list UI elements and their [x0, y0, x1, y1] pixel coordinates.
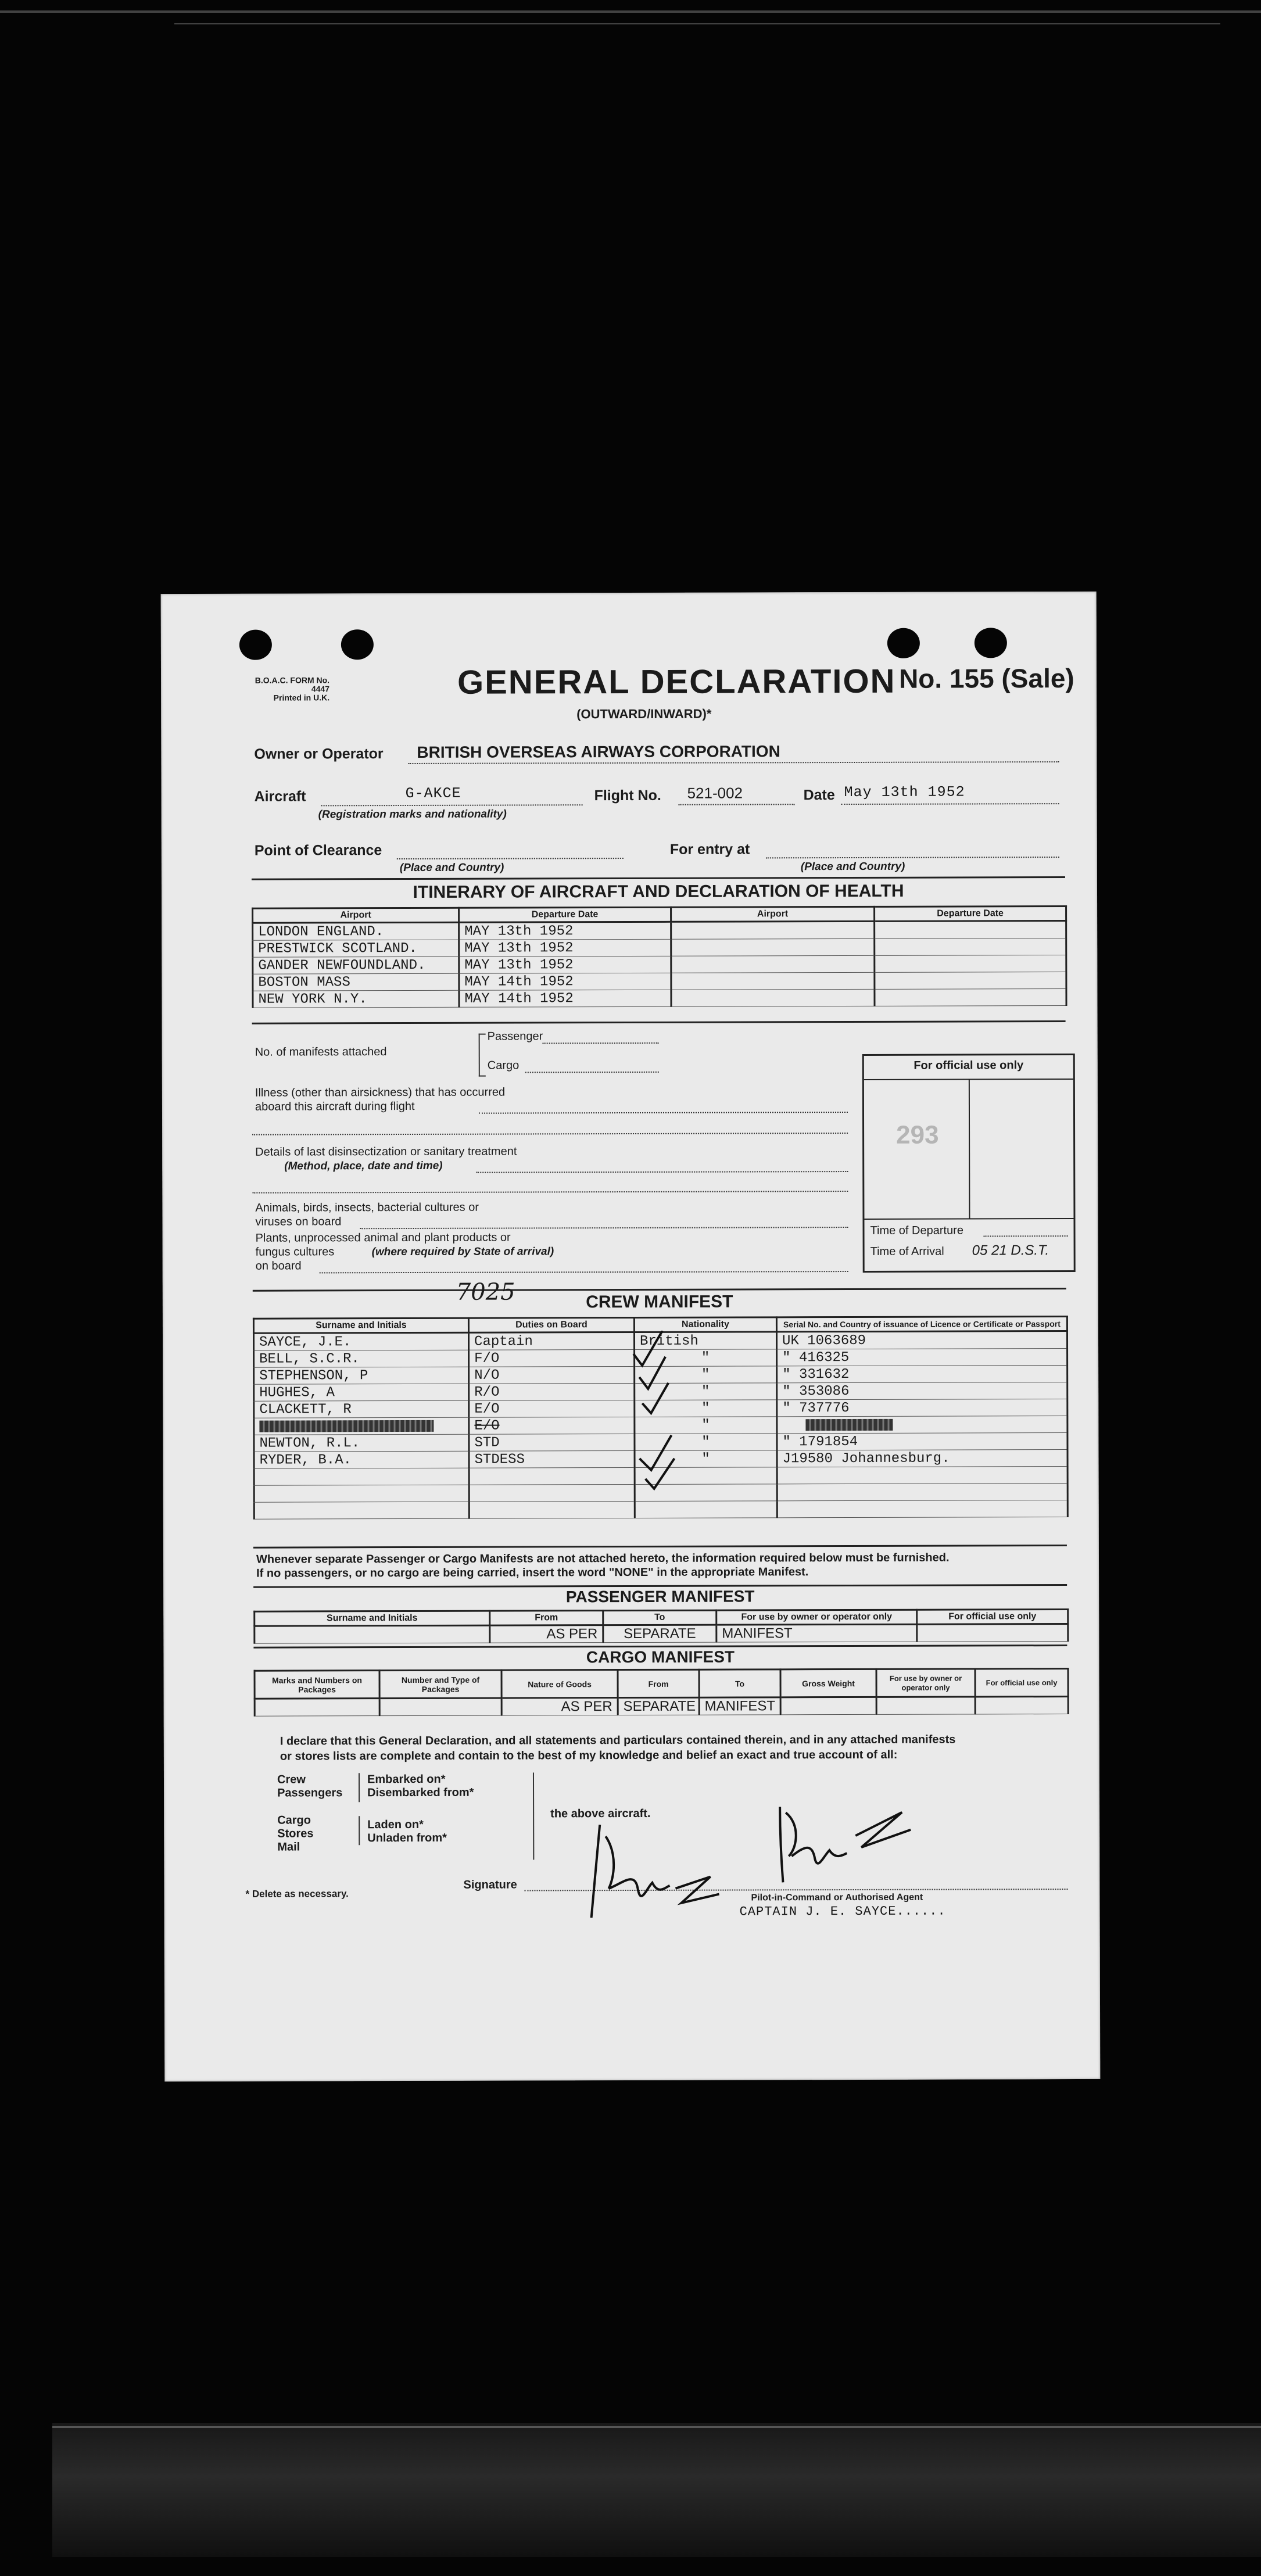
punch-hole [887, 628, 920, 658]
cargo-manifest-title: CARGO MANIFEST [586, 1647, 735, 1667]
itinerary-table [252, 905, 1067, 1008]
disinsect-label-line1: Details of last disinsectization or sanitary treatment [255, 1145, 517, 1159]
manifest-note-line2: If no passengers, or no cargo are being carried, insert the word "NONE" in the appropriate Manifest. [256, 1565, 809, 1580]
official-use-title: For official use only [913, 1059, 1024, 1072]
crew-nationality: " [635, 1366, 777, 1384]
crew-serial: " 1791854 [777, 1433, 1067, 1450]
itinerary-row [253, 989, 1066, 1008]
declaration-laden [367, 1818, 447, 1845]
crew-name: HUGHES, A [254, 1384, 469, 1401]
crew-serial: " 353086 [777, 1382, 1067, 1400]
itinerary-date [875, 921, 1066, 939]
owner-line [408, 761, 1059, 764]
itinerary-date [875, 989, 1066, 1006]
disinsect-line2 [252, 1191, 848, 1194]
passenger-header-to: To [603, 1610, 717, 1625]
crew-duty: R/O [469, 1383, 635, 1400]
signature-drawing [768, 1801, 919, 1889]
crew-annotation: 7025 [456, 1278, 515, 1306]
crew-cell [777, 1484, 1067, 1501]
crew-duty: N/O [469, 1366, 635, 1384]
pilot-label: Pilot-in-Command or Authorised Agent [751, 1892, 923, 1903]
crew-header-nationality: Nationality [634, 1317, 776, 1332]
manifests-label: No. of manifests attached [255, 1045, 387, 1059]
itinerary-date [875, 938, 1066, 956]
declaration-crew: Crew [277, 1773, 306, 1786]
plants-line [320, 1271, 848, 1273]
entry-label: For entry at [669, 841, 750, 858]
manifests-bracket [479, 1034, 486, 1077]
itinerary-airport [671, 938, 875, 956]
crew-name: CLACKETT, R [254, 1400, 469, 1418]
clearance-note: (Place and Country) [399, 861, 504, 875]
crew-duty: E/O [469, 1417, 635, 1434]
declaration-subjects [277, 1773, 342, 1800]
form-title: GENERAL DECLARATION [457, 662, 896, 701]
declaration-line2: or stores lists are complete and contain to the best of my knowledge and belief an exact and true account of all: [280, 1748, 898, 1763]
itinerary-airport [671, 989, 875, 1006]
crew-cell [469, 1467, 635, 1485]
crew-name: RYDER, B.A. [254, 1451, 469, 1468]
cargo-header-packages: Number and Type of Packages [379, 1670, 501, 1699]
cargo-header-to: To [699, 1669, 780, 1697]
declaration-embarked: Embarked on* [367, 1772, 446, 1786]
cargo-count-line [525, 1072, 659, 1073]
entry-note: (Place and Country) [800, 860, 905, 873]
crew-cell [254, 1502, 469, 1519]
cargo-cell [379, 1698, 501, 1716]
itinerary-airport: GANDER NEWFOUNDLAND. [253, 956, 459, 974]
passenger-manifest-table [253, 1608, 1069, 1644]
departure-time-label: Time of Departure [870, 1224, 963, 1237]
pilot-name: CAPTAIN J. E. SAYCE...... [739, 1904, 946, 1919]
itinerary-date: MAY 13th 1952 [459, 956, 671, 973]
declaration-passengers: Passengers [277, 1786, 343, 1800]
itinerary-bottom-rule [252, 1020, 1066, 1024]
cargo-row [255, 1697, 1068, 1717]
passenger-count-label: Passenger [487, 1030, 543, 1043]
crew-cell [469, 1484, 635, 1502]
entry-line [766, 857, 1059, 858]
declaration-unladen-from: Unladen from* [367, 1831, 447, 1845]
crew-serial: J19580 Johannesburg. [777, 1450, 1067, 1467]
passenger-cell [917, 1624, 1068, 1642]
crew-serial: UK 1063689 [776, 1331, 1067, 1349]
declaration-goods [277, 1814, 313, 1854]
animals-label-line2: viruses on board [255, 1215, 342, 1228]
itinerary-date: MAY 14th 1952 [459, 973, 671, 990]
redaction-mark [805, 1419, 893, 1431]
official-stamp: 293 [896, 1120, 939, 1149]
passenger-header-name: Surname and Initials [255, 1611, 490, 1626]
aircraft-value: G-AKCE [405, 784, 461, 802]
owner-value: BRITISH OVERSEAS AIRWAYS CORPORATION [417, 742, 780, 761]
passenger-header-from: From [490, 1611, 603, 1626]
signature-drawing [582, 1819, 733, 1930]
illness-line [479, 1112, 848, 1114]
crew-nationality: " [635, 1417, 777, 1434]
itinerary-row [253, 938, 1066, 958]
aircraft-label: Aircraft [254, 788, 306, 805]
declaration-number: No. 155 (Sale) [898, 662, 1074, 694]
declaration-brace [359, 1816, 364, 1845]
declaration-brace-right [527, 1772, 534, 1860]
aircraft-note: (Registration marks and nationality) [318, 808, 507, 821]
passenger-cell: AS PER [490, 1625, 603, 1643]
declaration-stores: Stores [277, 1827, 314, 1840]
declaration-laden-on: Laden on* [367, 1818, 424, 1832]
crew-name: BELL, S.C.R. [254, 1350, 469, 1367]
cargo-manifest-table [253, 1668, 1069, 1717]
declaration-line1: I declare that this General Declaration, and all statements and particulars contained therein, and in any attached manifests [280, 1733, 956, 1748]
date-value: May 13th 1952 [844, 783, 965, 801]
checkmarks-icon [628, 1331, 698, 1499]
delete-note: * Delete as necessary. [245, 1888, 349, 1900]
disinsect-label-line2: (Method, place, date and time) [284, 1159, 443, 1173]
form-ref-line2: Printed in U.K. [273, 693, 330, 703]
crew-serial: " 416325 [777, 1349, 1067, 1366]
declaration-cargo: Cargo [277, 1814, 311, 1827]
manifest-note-line1: Whenever separate Passenger or Cargo Manifests are not attached hereto, the information required below must be furnished. [256, 1551, 950, 1566]
plants-label-line3: on board [255, 1259, 302, 1273]
official-use-divider [864, 1218, 1073, 1220]
cargo-cell [255, 1699, 379, 1717]
itinerary-date [875, 972, 1066, 990]
cargo-cell [876, 1697, 975, 1714]
punch-hole [975, 628, 1007, 658]
arrival-time-value: 05 21 D.S.T. [972, 1242, 1049, 1259]
general-declaration-form [161, 592, 1101, 2081]
itinerary-header-airport: Airport [253, 908, 459, 923]
crew-cell [254, 1468, 469, 1485]
crew-bottom-rule [253, 1545, 1067, 1549]
passenger-cell: SEPARATE [603, 1625, 717, 1643]
illness-label-line1: Illness (other than airsickness) that has occurred [255, 1085, 506, 1099]
cargo-header-operator: For use by owner or operator only [876, 1669, 975, 1697]
scanner-bottom-band [52, 2423, 1261, 2557]
crew-cell [777, 1500, 1067, 1518]
itinerary-date: MAY 13th 1952 [459, 922, 671, 940]
departure-time-line [984, 1235, 1068, 1237]
crew-serial-redacted [777, 1416, 1067, 1434]
itinerary-row [253, 921, 1066, 941]
passenger-cell: MANIFEST [717, 1624, 917, 1642]
owner-label: Owner or Operator [254, 746, 384, 762]
crew-serial: " 737776 [777, 1399, 1067, 1417]
flight-label: Flight No. [594, 787, 661, 804]
passenger-cell [255, 1625, 490, 1643]
flight-line [679, 804, 795, 805]
cargo-header-from: From [618, 1669, 699, 1697]
crew-nationality: " [635, 1383, 777, 1400]
signature-label: Signature [463, 1878, 517, 1891]
itinerary-header-date: Departure Date [459, 907, 671, 922]
crew-name-redacted [254, 1417, 469, 1435]
crew-header-duties: Duties on Board [468, 1317, 634, 1332]
cargo-header-weight: Gross Weight [780, 1669, 876, 1697]
date-label: Date [803, 787, 835, 804]
itinerary-row [253, 972, 1066, 991]
crew-duty: F/O [469, 1349, 635, 1367]
itinerary-header-date: Departure Date [875, 907, 1066, 922]
crew-nationality: " [635, 1434, 777, 1451]
disinsect-line [476, 1171, 848, 1173]
flight-value: 521-002 [687, 784, 743, 802]
itinerary-row [253, 955, 1066, 974]
form-ref-line1: B.O.A.C. FORM No. 4447 [255, 675, 330, 694]
passenger-manifest-title: PASSENGER MANIFEST [565, 1587, 755, 1606]
cargo-cell [780, 1697, 876, 1714]
cargo-cell: SEPARATE [618, 1697, 699, 1715]
manifest-note [256, 1550, 1067, 1581]
passenger-header-operator: For use by owner or operator only [717, 1610, 917, 1625]
crew-header-serial: Serial No. and Country of issuance of Licence or Certificate or Passport [776, 1317, 1067, 1332]
clearance-line [397, 858, 624, 859]
scanner-bottom-edge [52, 2426, 1261, 2428]
itinerary-airport [671, 955, 875, 973]
crew-nationality: British [634, 1332, 776, 1350]
crew-title: CREW MANIFEST [586, 1292, 733, 1312]
itinerary-date [875, 955, 1066, 973]
itinerary-date: MAY 14th 1952 [459, 990, 671, 1007]
arrival-time-label: Time of Arrival [870, 1245, 944, 1258]
crew-serial: " 331632 [777, 1366, 1067, 1383]
itinerary-header [253, 907, 1066, 923]
aircraft-line [321, 804, 583, 806]
cargo-cell: AS PER [501, 1698, 618, 1716]
official-use-column [969, 1079, 970, 1218]
declaration-mail: Mail [277, 1840, 300, 1854]
illness-label-line2: aboard this aircraft during flight [255, 1099, 415, 1113]
itinerary-airport [671, 921, 875, 939]
form-reference [237, 676, 329, 702]
crew-duty: STDESS [469, 1450, 635, 1468]
itinerary-top-rule [252, 876, 1065, 880]
scan-edge-line [174, 23, 1220, 24]
crew-duty: E/O [469, 1400, 635, 1417]
itinerary-airport: PRESTWICK SCOTLAND. [253, 940, 459, 957]
scan-edge-top [0, 10, 1261, 13]
official-use-box [862, 1054, 1076, 1273]
crew-cell [777, 1467, 1067, 1484]
crew-header-name: Surname and Initials [253, 1318, 468, 1333]
crew-cell [469, 1501, 635, 1518]
passenger-header [255, 1610, 1068, 1626]
animals-label-line1: Animals, birds, insects, bacterial cultures or [255, 1201, 479, 1214]
declaration-above-aircraft: the above aircraft. [550, 1807, 651, 1821]
cargo-header-marks: Marks and Numbers on Packages [255, 1671, 379, 1699]
itinerary-airport: LONDON ENGLAND. [253, 922, 459, 940]
itinerary-header-airport: Airport [671, 907, 875, 922]
redaction-mark [259, 1420, 434, 1432]
crew-name: STEPHENSON, P [254, 1367, 469, 1384]
crew-nationality: " [635, 1349, 777, 1367]
cargo-header [255, 1669, 1068, 1699]
plants-note: (where required by State of arrival) [371, 1245, 554, 1259]
crew-cell [254, 1485, 469, 1502]
plants-label-line1: Plants, unprocessed animal and plant products or [255, 1231, 511, 1245]
passenger-count-line [543, 1042, 659, 1044]
cargo-cell: MANIFEST [699, 1697, 780, 1715]
crew-nationality: " [635, 1400, 777, 1417]
cargo-count-label: Cargo [487, 1059, 520, 1072]
crew-duty: Captain [468, 1332, 634, 1350]
declaration-brace [359, 1773, 364, 1802]
plants-label-line2: fungus cultures [255, 1245, 335, 1259]
cargo-cell [975, 1697, 1068, 1714]
form-subtitle: (OUTWARD/INWARD)* [576, 706, 712, 722]
punch-hole [239, 630, 272, 660]
crew-nationality: " [635, 1450, 777, 1468]
itinerary-title: ITINERARY OF AIRCRAFT AND DECLARATION OF HEALTH [413, 881, 904, 902]
declaration-disembarked: Disembarked from* [367, 1786, 474, 1800]
punch-hole [341, 629, 374, 660]
illness-line2 [252, 1133, 848, 1135]
clearance-label: Point of Clearance [254, 842, 382, 859]
itinerary-airport [671, 972, 875, 990]
crew-name: NEWTON, R.L. [254, 1434, 469, 1452]
itinerary-date: MAY 13th 1952 [459, 939, 671, 956]
cargo-header-official: For official use only [975, 1669, 1068, 1697]
cargo-header-goods: Nature of Goods [501, 1670, 618, 1699]
declaration-embark [367, 1773, 474, 1800]
crew-row-empty [254, 1500, 1067, 1520]
declaration-text [280, 1732, 1076, 1764]
passenger-header-official: For official use only [917, 1610, 1068, 1625]
date-line [841, 803, 1059, 805]
crew-name: SAYCE, J.E. [253, 1332, 468, 1350]
crew-duty: STD [469, 1434, 635, 1451]
itinerary-airport: NEW YORK N.Y. [253, 990, 459, 1008]
animals-line [360, 1227, 848, 1229]
passenger-row [255, 1624, 1068, 1644]
crew-cell [635, 1501, 777, 1518]
itinerary-airport: BOSTON MASS [253, 973, 459, 991]
